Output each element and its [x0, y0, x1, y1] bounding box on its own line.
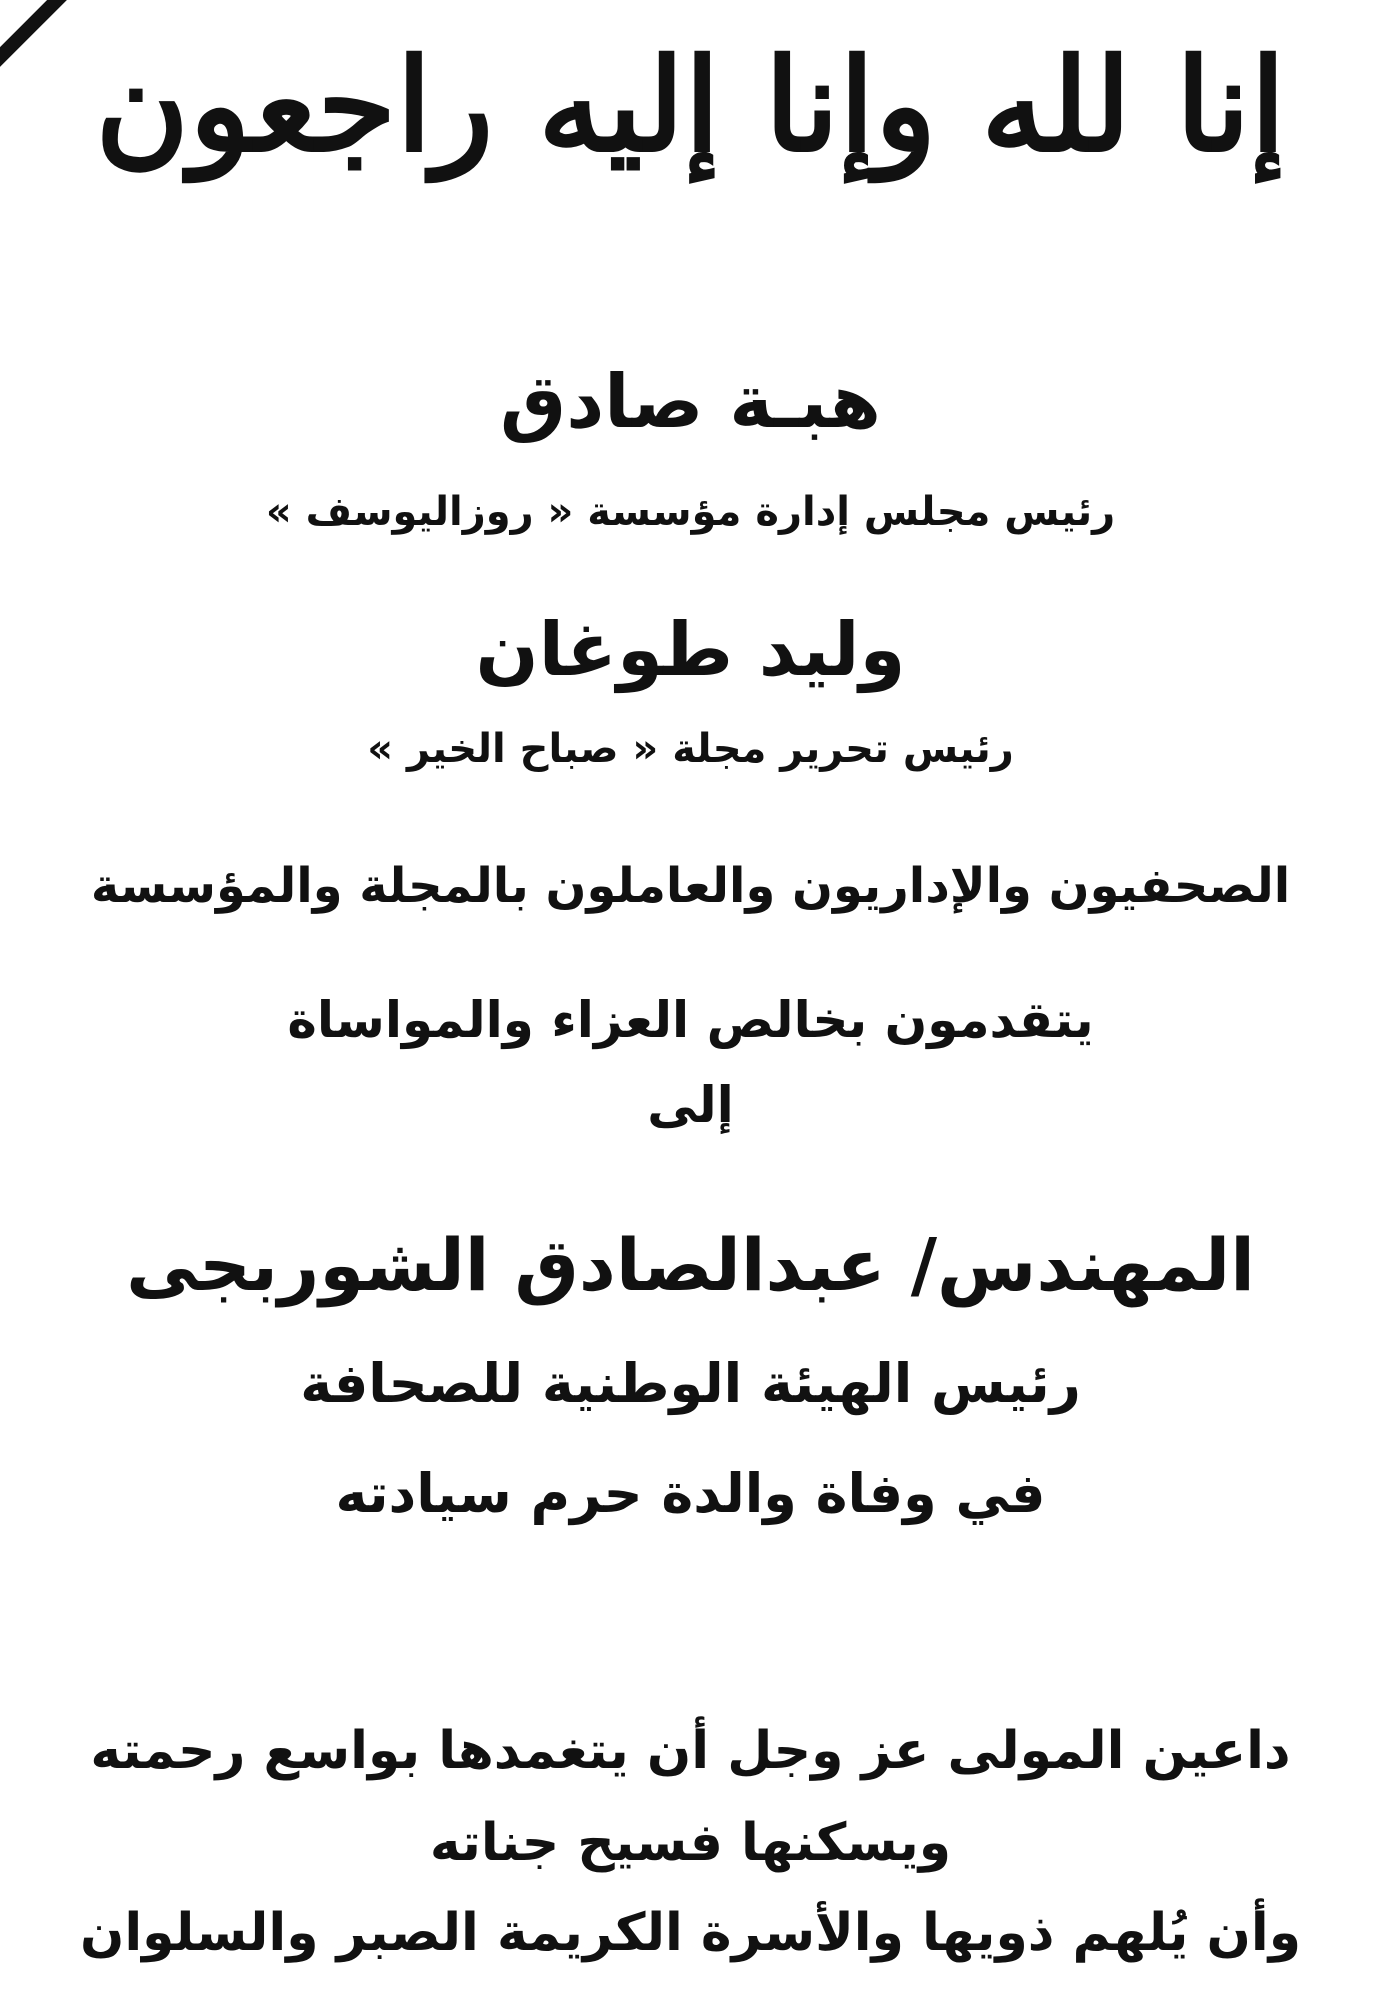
sender-name-2: وليد طوغان — [475, 607, 906, 693]
prayer-line-3: وأن يُلهم ذويها والأسرة الكريمة الصبر والسلوان — [79, 1903, 1302, 1963]
staff-line: الصحفيون والإداريون والعاملون بالمجلة والمؤسسة — [90, 858, 1291, 914]
sender-title-1: رئيس مجلس إدارة مؤسسة « روزاليوسف » — [265, 489, 1116, 535]
condolence-offer-line: يتقدمون بخالص العزاء والمواساة — [287, 991, 1094, 1049]
sender-title-2: رئيس تحرير مجلة « صباح الخير » — [367, 726, 1014, 772]
prayer-line-1: داعين المولى عز وجل أن يتغمدها بواسع رحمته — [90, 1721, 1291, 1781]
occasion-line: في وفاة والدة حرم سيادته — [335, 1462, 1046, 1525]
recipient-title: رئيس الهيئة الوطنية للصحافة — [300, 1352, 1081, 1415]
recipient-name: المهندس/ عبدالصادق الشوربجى — [126, 1223, 1255, 1307]
quran-verse-calligraphy: إنا لله وإنا إليه راجعون — [95, 31, 1286, 181]
to-line: إلى — [647, 1076, 734, 1134]
sender-name-1: هبـة صادق — [500, 359, 881, 445]
prayer-line-2: ويسكنها فسيح جناته — [429, 1813, 952, 1873]
